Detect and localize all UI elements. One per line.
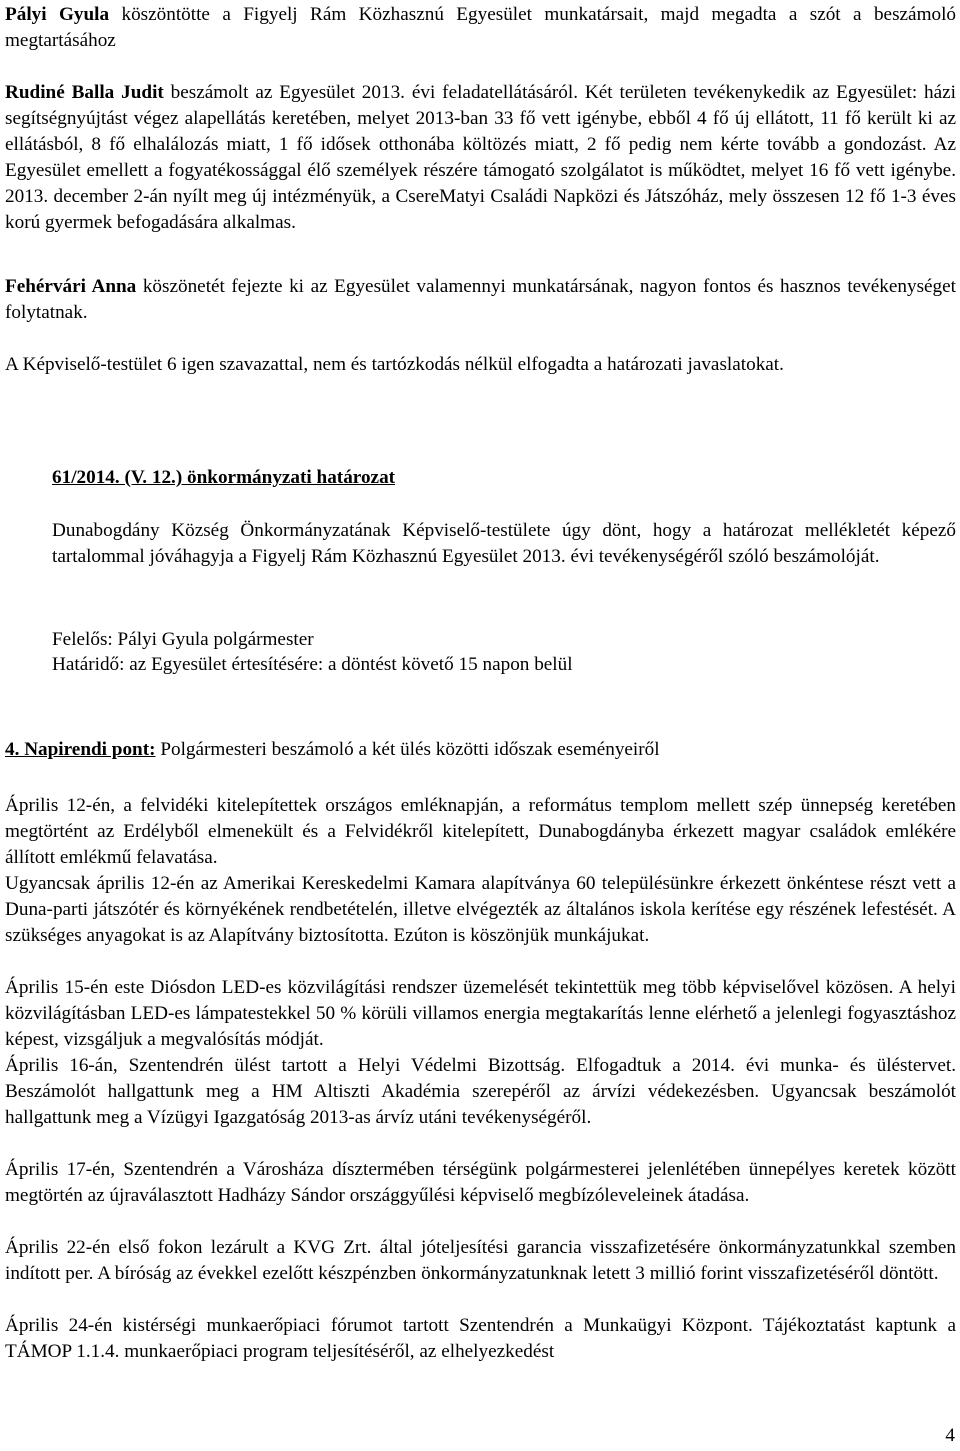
resolution-title: 61/2014. (V. 12.) önkormányzati határozat	[52, 467, 396, 488]
resolution-responsible: Felelős: Pályi Gyula polgármester	[52, 629, 314, 650]
resolution-deadline: Határidő: az Egyesület értesítésére: a döntést követő 15 napon belül	[52, 654, 573, 675]
event-paragraph: Április 24-én kistérségi munkaerőpiaci fórumot tartott Szentendrén a Munkaügyi Központ. Tájékoztatást kaptunk a TÁMOP 1.1.4. munkaerőpiaci program teljesítéséről, az elhelyezkedést	[5, 1315, 956, 1362]
speaker-name: Fehérvári Anna	[5, 276, 137, 297]
agenda-title: Polgármesteri beszámoló a két ülés közötti időszak eseményeiről	[155, 739, 660, 760]
page-number: 4	[945, 1425, 955, 1446]
report-paragraph	[5, 80, 956, 236]
event-paragraph: Ugyancsak április 12-én az Amerikai Kereskedelmi Kamara alapítványa 60 településünkre érkezett önkéntese részt vett a Duna-parti játszótér és környékének rendbetételén, illetve elvégezték az általános iskola kerítése egy részének lefestését. A szükséges anyagokat is az Alapítvány biztosította. Ezúton is köszönjük munkájukat.	[5, 873, 956, 946]
thanks-paragraph	[5, 274, 956, 326]
agenda-label: 4. Napirendi pont:	[5, 739, 156, 760]
paragraph-text: köszöntötte a Figyelj Rám Közhasznú Egyesület munkatársait, majd megadta a szót a beszámoló megtartásához	[5, 4, 957, 51]
vote-paragraph: A Képviselő-testület 6 igen szavazattal, nem és tartózkodás nélkül elfogadta a határozati javaslatokat.	[5, 354, 784, 375]
event-paragraph: Április 15-én este Diósdon LED-es közvilágítási rendszer üzemelését tekintettük meg több képviselővel közösen. A helyi közvilágításban LED-es lámpatestekkel 50 % körüli villamos energia megtakarítás lenne elérhető a jelenlegi fogyasztáshoz képest, vizsgáljuk a megvalósítás módját.	[5, 977, 956, 1050]
event-paragraph: Április 12-én, a felvidéki kitelepítettek országos emléknapján, a református templom mellett szép ünnepség keretében megtörtént az Erdélyből elmenekült és a Felvidékről kitelepített, Dunabogdányba érkezett magyar családok emlékére állított emlékmű felavatása.	[5, 795, 956, 868]
agenda-heading	[5, 737, 956, 763]
speaker-name: Pályi Gyula	[5, 4, 110, 25]
paragraph-text: köszönetét fejezte ki az Egyesület valamennyi munkatársának, nagyon fontos és hasznos tevékenységet folytatnak.	[5, 276, 956, 323]
paragraph-text: beszámolt az Egyesület 2013. évi feladatellátásáról. Két területen tevékenykedik az Egyesület: házi segítségnyújtást végez alapellátás keretében, melyet 2013-ban 33 fő vett igénybe, ebből 4 fő új ellátott, 11 fő került ki az ellátásból, 8 fő elhalálozás miatt, 1 fő idősek otthonába költözés miatt, 2 fő pedig nem kérte tovább a gondozást. Az Egyesület emellett a fogyatékossággal élő személyek részére támogató szolgálatot is működtet, melyet 16 fő vett igénybe. 2013. december 2-án nyílt meg új intézményük, a CsereMatyi Családi Napközi és Játszóház, mely összesen 12 fő 1-3 éves korú gyermek befogadására alkalmas.	[5, 82, 956, 233]
resolution-body: Dunabogdány Község Önkormányzatának Képviselő-testülete úgy dönt, hogy a határozat mellékletét képező tartalommal jóváhagyja a Figyelj Rám Közhasznú Egyesület 2013. évi tevékenységéről szóló beszámolóját.	[52, 520, 956, 567]
event-paragraph: Április 22-én első fokon lezárult a KVG Zrt. által jóteljesítési garancia visszafizetésére önkormányzatunkkal szemben indított per. A bíróság az évekkel ezelőtt készpénzben önkormányzatunknak letett 3 millió forint visszafizetéséről döntött.	[5, 1237, 956, 1284]
event-paragraph: Április 17-én, Szentendrén a Városháza dísztermében térségünk polgármesterei jelenlétében ünnepélyes keretek között megtörtén az újraválasztott Hadházy Sándor országgyűlési képviselő megbízóleveleinek átadása.	[5, 1159, 956, 1206]
event-paragraph: Április 16-án, Szentendrén ülést tartott a Helyi Védelmi Bizottság. Elfogadtuk a 2014. évi munka- és üléstervet. Beszámolót hallgattunk meg a HM Altiszti Akadémia szerepéről az árvízi védekezésben. Ugyancsak beszámolót hallgattunk meg a Vízügyi Igazgatóság 2013-as árvíz utáni tevékenységéről.	[5, 1055, 956, 1128]
intro-paragraph	[5, 2, 956, 54]
speaker-name: Rudiné Balla Judit	[5, 82, 164, 103]
